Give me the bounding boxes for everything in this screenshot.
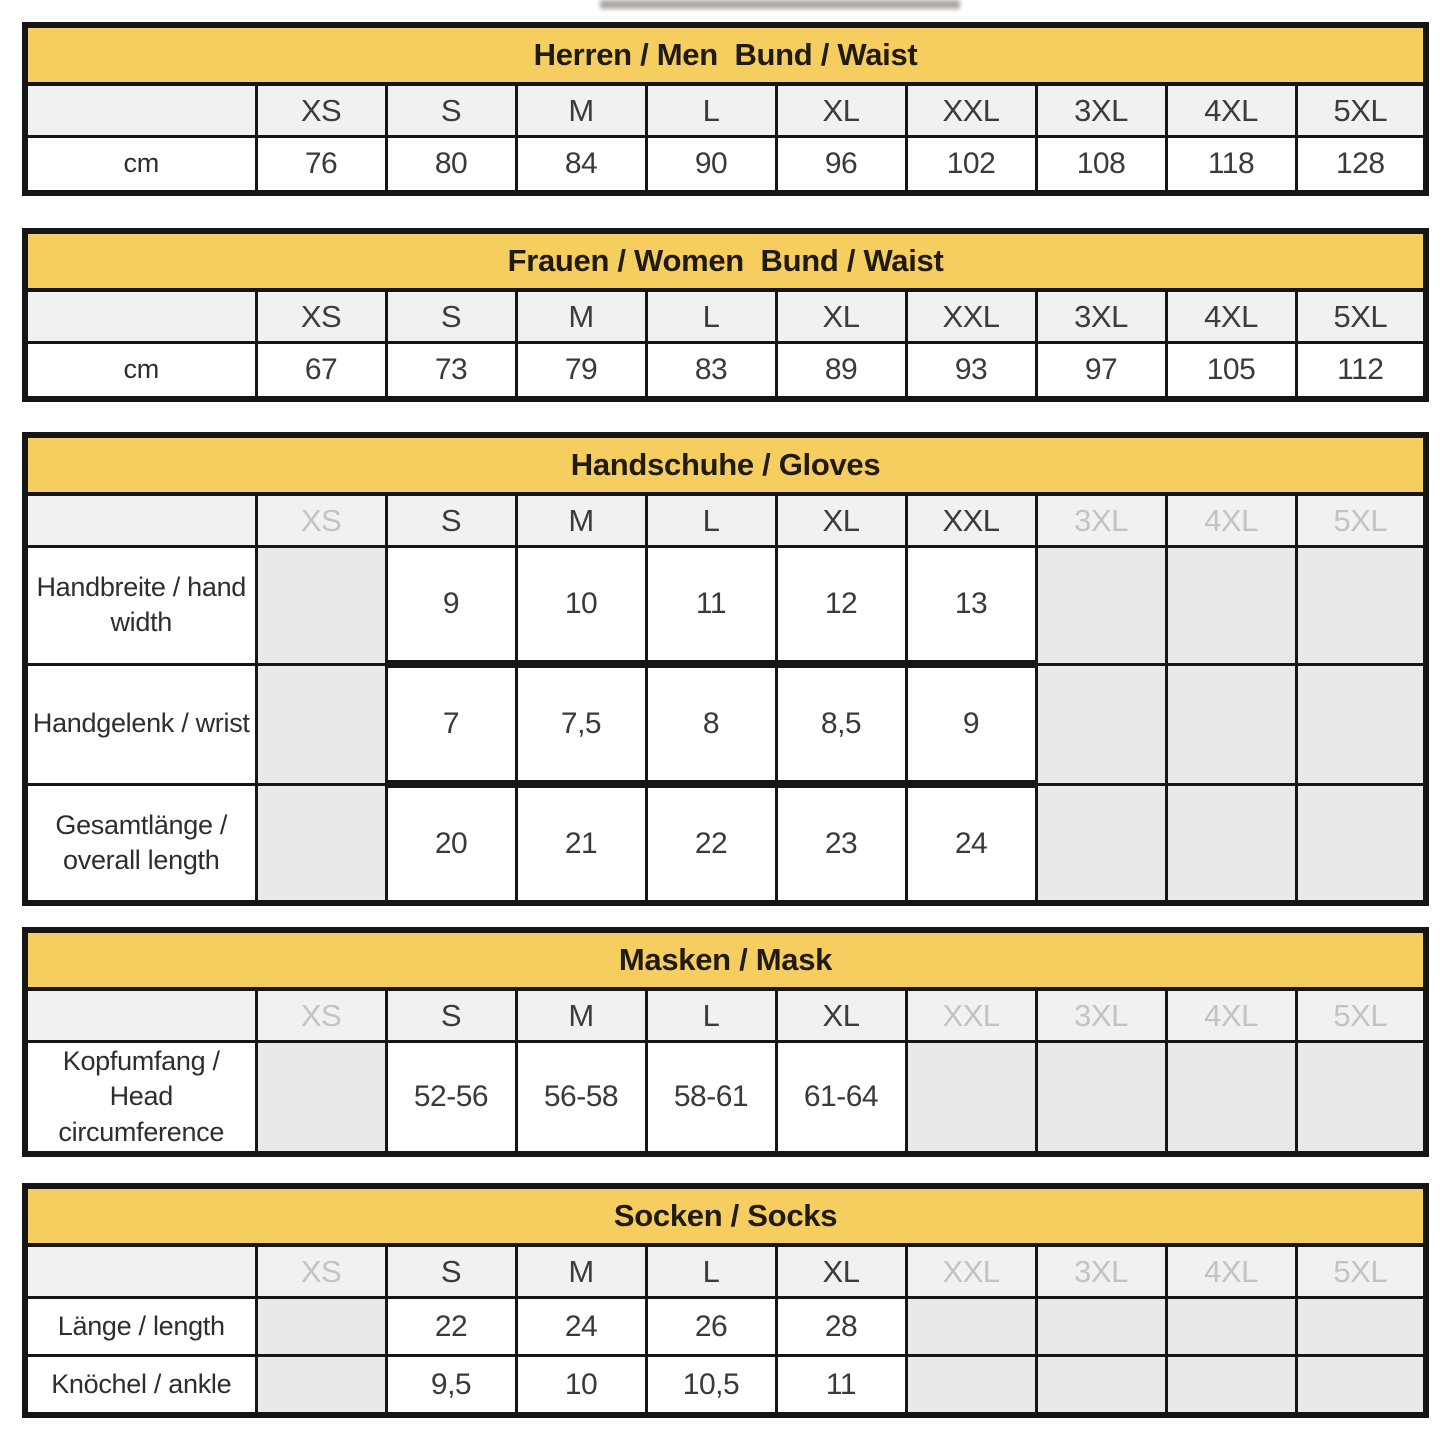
value-cell-l: 10,5	[646, 1356, 776, 1416]
size-header-xl: XL	[776, 1245, 906, 1298]
size-header-xs: XS	[256, 1245, 386, 1298]
empty-cell-xxl	[906, 1298, 1036, 1356]
socks-table	[22, 1183, 1429, 1418]
cropped-artifact	[600, 0, 960, 9]
size-header-l: L	[646, 494, 776, 547]
row-label-cell: Kopfumfang / Head circumference	[25, 1042, 256, 1155]
women-waist-table	[22, 228, 1429, 402]
value-cell-s: 7	[386, 664, 516, 784]
size-header-xxl: XXL	[906, 1245, 1036, 1298]
size-header-3xl: 3XL	[1036, 290, 1166, 343]
size-header-m: M	[516, 1245, 646, 1298]
size-header-l: L	[646, 290, 776, 343]
size-header-spacer	[25, 84, 256, 137]
row-label-cell: Gesamtlänge / overall length	[25, 784, 256, 903]
empty-cell-xs	[256, 1042, 386, 1155]
empty-cell-4xl	[1166, 547, 1296, 665]
table-title: Masken / Mask	[25, 930, 1426, 989]
value-cell-xs: 76	[256, 137, 386, 194]
empty-cell-5xl	[1296, 664, 1426, 784]
value-cell-4xl: 118	[1166, 137, 1296, 194]
value-cell-l: 22	[646, 784, 776, 903]
empty-cell-xxl	[906, 1042, 1036, 1155]
size-header-5xl: 5XL	[1296, 290, 1426, 343]
value-cell-l: 8	[646, 664, 776, 784]
value-cell-s: 52-56	[386, 1042, 516, 1155]
value-cell-5xl: 128	[1296, 137, 1426, 194]
row-label-cell: Handgelenk / wrist	[25, 664, 256, 784]
empty-cell-3xl	[1036, 664, 1166, 784]
empty-cell-4xl	[1166, 1042, 1296, 1155]
size-header-4xl: 4XL	[1166, 989, 1296, 1042]
size-header-xs: XS	[256, 84, 386, 137]
value-cell-l: 58-61	[646, 1042, 776, 1155]
value-cell-m: 7,5	[516, 664, 646, 784]
value-cell-xxl: 102	[906, 137, 1036, 194]
value-cell-3xl: 108	[1036, 137, 1166, 194]
value-cell-xl: 28	[776, 1298, 906, 1356]
row-label-cell: Handbreite / hand width	[25, 547, 256, 665]
empty-cell-5xl	[1296, 1356, 1426, 1416]
size-header-s: S	[386, 290, 516, 343]
value-cell-m: 21	[516, 784, 646, 903]
size-header-m: M	[516, 989, 646, 1042]
table-title: Herren / Men Bund / Waist	[25, 25, 1426, 84]
empty-cell-4xl	[1166, 784, 1296, 903]
empty-cell-4xl	[1166, 1298, 1296, 1356]
size-header-xxl: XXL	[906, 84, 1036, 137]
empty-cell-5xl	[1296, 784, 1426, 903]
row-label-cell: Länge / length	[25, 1298, 256, 1356]
value-cell-3xl: 97	[1036, 343, 1166, 400]
value-cell-xl: 8,5	[776, 664, 906, 784]
size-header-xs: XS	[256, 989, 386, 1042]
size-header-l: L	[646, 84, 776, 137]
value-cell-4xl: 105	[1166, 343, 1296, 400]
table-title: Handschuhe / Gloves	[25, 435, 1426, 494]
value-cell-m: 10	[516, 1356, 646, 1416]
empty-cell-3xl	[1036, 547, 1166, 665]
empty-cell-3xl	[1036, 784, 1166, 903]
value-cell-xl: 89	[776, 343, 906, 400]
value-cell-s: 9,5	[386, 1356, 516, 1416]
value-cell-xs: 67	[256, 343, 386, 400]
size-header-spacer	[25, 1245, 256, 1298]
value-cell-xxl: 13	[906, 547, 1036, 665]
row-label-cell: cm	[25, 137, 256, 194]
value-cell-xl: 12	[776, 547, 906, 665]
value-cell-s: 9	[386, 547, 516, 665]
size-header-s: S	[386, 84, 516, 137]
value-cell-s: 80	[386, 137, 516, 194]
value-cell-l: 83	[646, 343, 776, 400]
value-cell-m: 84	[516, 137, 646, 194]
size-header-xl: XL	[776, 84, 906, 137]
empty-cell-xs	[256, 664, 386, 784]
empty-cell-5xl	[1296, 1042, 1426, 1155]
row-label-cell: cm	[25, 343, 256, 400]
value-cell-xl: 23	[776, 784, 906, 903]
size-header-xxl: XXL	[906, 494, 1036, 547]
empty-cell-xs	[256, 547, 386, 665]
size-header-spacer	[25, 494, 256, 547]
mask-table	[22, 927, 1429, 1157]
size-header-m: M	[516, 494, 646, 547]
value-cell-m: 56-58	[516, 1042, 646, 1155]
size-header-3xl: 3XL	[1036, 989, 1166, 1042]
value-cell-l: 26	[646, 1298, 776, 1356]
empty-cell-3xl	[1036, 1042, 1166, 1155]
empty-cell-5xl	[1296, 1298, 1426, 1356]
value-cell-xl: 11	[776, 1356, 906, 1416]
size-header-spacer	[25, 290, 256, 343]
size-header-xs: XS	[256, 290, 386, 343]
size-header-l: L	[646, 989, 776, 1042]
size-header-4xl: 4XL	[1166, 290, 1296, 343]
value-cell-xxl: 24	[906, 784, 1036, 903]
empty-cell-xs	[256, 784, 386, 903]
size-header-3xl: 3XL	[1036, 84, 1166, 137]
value-cell-xxl: 93	[906, 343, 1036, 400]
size-header-xxl: XXL	[906, 290, 1036, 343]
value-cell-s: 73	[386, 343, 516, 400]
size-header-l: L	[646, 1245, 776, 1298]
gloves-table	[22, 432, 1429, 906]
size-header-m: M	[516, 84, 646, 137]
empty-cell-xs	[256, 1356, 386, 1416]
empty-cell-xxl	[906, 1356, 1036, 1416]
value-cell-xxl: 9	[906, 664, 1036, 784]
empty-cell-4xl	[1166, 664, 1296, 784]
value-cell-s: 20	[386, 784, 516, 903]
table-title: Frauen / Women Bund / Waist	[25, 231, 1426, 290]
size-header-s: S	[386, 494, 516, 547]
size-header-xs: XS	[256, 494, 386, 547]
size-header-xl: XL	[776, 494, 906, 547]
size-header-5xl: 5XL	[1296, 1245, 1426, 1298]
value-cell-m: 24	[516, 1298, 646, 1356]
size-header-m: M	[516, 290, 646, 343]
size-header-xl: XL	[776, 989, 906, 1042]
empty-cell-3xl	[1036, 1298, 1166, 1356]
empty-cell-xs	[256, 1298, 386, 1356]
value-cell-l: 11	[646, 547, 776, 665]
row-label-cell: Knöchel / ankle	[25, 1356, 256, 1416]
men-waist-table	[22, 22, 1429, 196]
value-cell-m: 10	[516, 547, 646, 665]
value-cell-s: 22	[386, 1298, 516, 1356]
empty-cell-5xl	[1296, 547, 1426, 665]
size-header-s: S	[386, 989, 516, 1042]
value-cell-m: 79	[516, 343, 646, 400]
size-header-4xl: 4XL	[1166, 84, 1296, 137]
value-cell-xl: 61-64	[776, 1042, 906, 1155]
size-header-3xl: 3XL	[1036, 494, 1166, 547]
size-header-s: S	[386, 1245, 516, 1298]
size-header-5xl: 5XL	[1296, 989, 1426, 1042]
size-header-3xl: 3XL	[1036, 1245, 1166, 1298]
size-header-xl: XL	[776, 290, 906, 343]
size-header-xxl: XXL	[906, 989, 1036, 1042]
size-header-5xl: 5XL	[1296, 84, 1426, 137]
size-header-spacer	[25, 989, 256, 1042]
size-header-4xl: 4XL	[1166, 1245, 1296, 1298]
empty-cell-4xl	[1166, 1356, 1296, 1416]
table-title: Socken / Socks	[25, 1186, 1426, 1245]
value-cell-xl: 96	[776, 137, 906, 194]
size-header-4xl: 4XL	[1166, 494, 1296, 547]
value-cell-l: 90	[646, 137, 776, 194]
size-header-5xl: 5XL	[1296, 494, 1426, 547]
empty-cell-3xl	[1036, 1356, 1166, 1416]
value-cell-5xl: 112	[1296, 343, 1426, 400]
